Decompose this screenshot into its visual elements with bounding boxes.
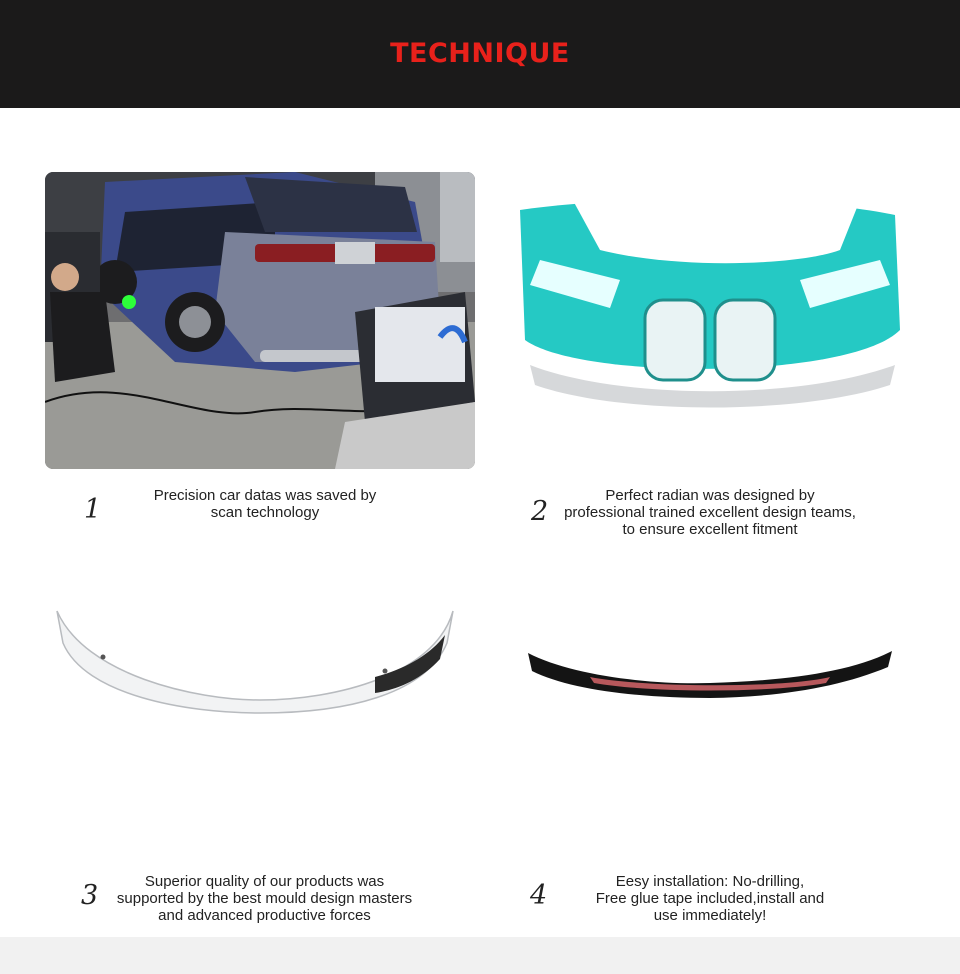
scan-photo [45, 172, 475, 469]
step-2-line: professional trained excellent design teams, [564, 504, 856, 521]
carbon-front-lip [510, 635, 910, 715]
step-1-caption [105, 487, 425, 521]
step-2-line: Perfect radian was designed by [605, 487, 815, 504]
step-4-caption [560, 873, 860, 924]
step-2-caption [540, 487, 880, 538]
white-front-lip [45, 595, 475, 725]
step-4-line: use immediately! [653, 907, 767, 924]
step-2-number: 2 [531, 496, 549, 527]
header-banner [0, 0, 960, 108]
step-3-caption [92, 873, 437, 924]
step-3-line: Superior quality of our products was [144, 873, 385, 890]
step-3-line: supported by the best mould design masters [116, 890, 413, 907]
step-4-number: 4 [530, 880, 548, 911]
bumper-3d-render [500, 190, 920, 420]
step-2-line: to ensure excellent fitment [622, 521, 798, 538]
step-1-line: Precision car datas was saved by [153, 487, 377, 504]
footer-band [0, 937, 960, 974]
step-4-line: Free glue tape included,install and [595, 890, 825, 907]
step-3-line: and advanced productive forces [158, 907, 371, 924]
page-title: TECHNIQUE [390, 38, 570, 69]
step-1-line: scan technology [210, 504, 320, 521]
step-1-number: 1 [84, 494, 102, 525]
step-4-line: Eesy installation: No-drilling, [615, 873, 805, 890]
step-3-number: 3 [81, 880, 99, 911]
